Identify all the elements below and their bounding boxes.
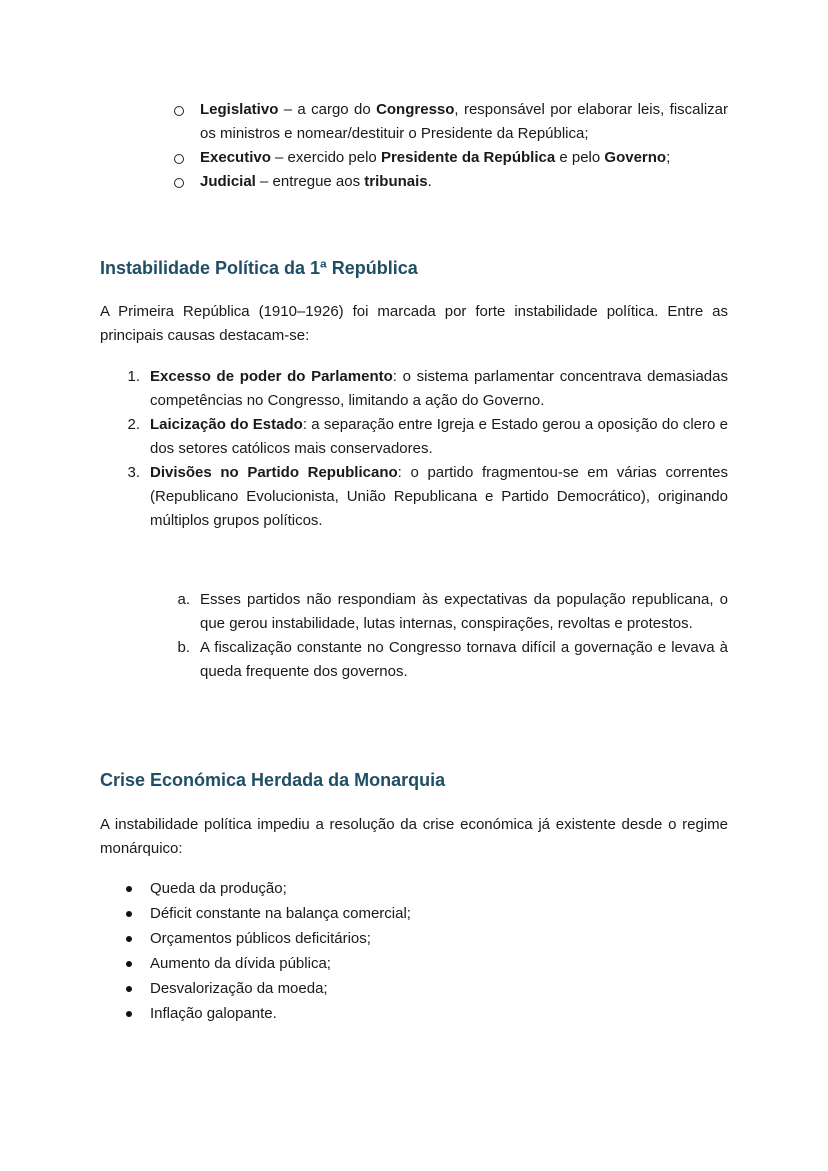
list-item: b. A fiscalização constante no Congresso tornava difícil a governação e levava à queda frequente dos governos.: [200, 636, 728, 684]
list-number: 1.: [127, 368, 140, 385]
list-item: Judicial – entregue aos tribunais.: [200, 170, 728, 194]
list-item: Inflação galopante.: [150, 1002, 728, 1026]
disc-bullet-icon: [126, 936, 132, 942]
list-item: 3. Divisões no Partido Republicano: o partido fragmentou-se em várias correntes (Republicano Evolucionista, União Republicana e Partido Democrático), originando múltiplos grupos políticos.: [150, 461, 728, 533]
list-item: Aumento da dívida pública;: [150, 952, 728, 976]
consequences-list: [177, 588, 728, 684]
list-item: Legislativo – a cargo do Congresso, responsável por elaborar leis, fiscalizar os ministros e nomear/destituir o Presidente da República;: [200, 98, 728, 146]
disc-bullet-icon: [126, 986, 132, 992]
economic-crisis-list: [150, 877, 728, 1026]
list-item: Executivo – exercido pelo Presidente da República e pelo Governo;: [200, 146, 728, 170]
causes-list: [127, 365, 728, 533]
list-item: a. Esses partidos não respondiam às expectativas da população republicana, o que gerou instabilidade, lutas internas, conspirações, revoltas e protestos.: [200, 588, 728, 636]
disc-bullet-icon: [126, 1011, 132, 1017]
list-item: 2. Laicização do Estado: a separação entre Igreja e Estado gerou a oposição do clero e dos setores católicos mais conservadores.: [150, 413, 728, 461]
list-item: Desvalorização da moeda;: [150, 977, 728, 1001]
list-item: Queda da produção;: [150, 877, 728, 901]
list-letter: a.: [177, 591, 190, 608]
list-letter: b.: [177, 639, 190, 656]
circle-bullet-icon: [174, 154, 184, 164]
circle-bullet-icon: [174, 178, 184, 188]
power-name: Judicial: [200, 173, 256, 190]
list-number: 2.: [127, 416, 140, 433]
section-intro: A Primeira República (1910–1926) foi marcada por forte instabilidade política. Entre as principais causas destacam-se:: [100, 303, 728, 344]
power-name: Executivo: [200, 149, 271, 166]
power-name: Legislativo: [200, 101, 279, 118]
list-item: 1. Excesso de poder do Parlamento: o sistema parlamentar concentrava demasiadas competências no Congresso, limitando a ação do Governo.: [150, 365, 728, 413]
disc-bullet-icon: [126, 911, 132, 917]
section-intro: A instabilidade política impediu a resolução da crise económica já existente desde o regime monárquico:: [100, 816, 728, 857]
section-heading: Crise Económica Herdada da Monarquia: [100, 770, 446, 790]
disc-bullet-icon: [126, 886, 132, 892]
section-heading: Instabilidade Política da 1ª República: [100, 258, 418, 278]
circle-bullet-icon: [174, 106, 184, 116]
disc-bullet-icon: [126, 961, 132, 967]
list-number: 3.: [127, 464, 140, 481]
powers-list: [200, 98, 728, 194]
list-item: Orçamentos públicos deficitários;: [150, 927, 728, 951]
list-item: Déficit constante na balança comercial;: [150, 902, 728, 926]
